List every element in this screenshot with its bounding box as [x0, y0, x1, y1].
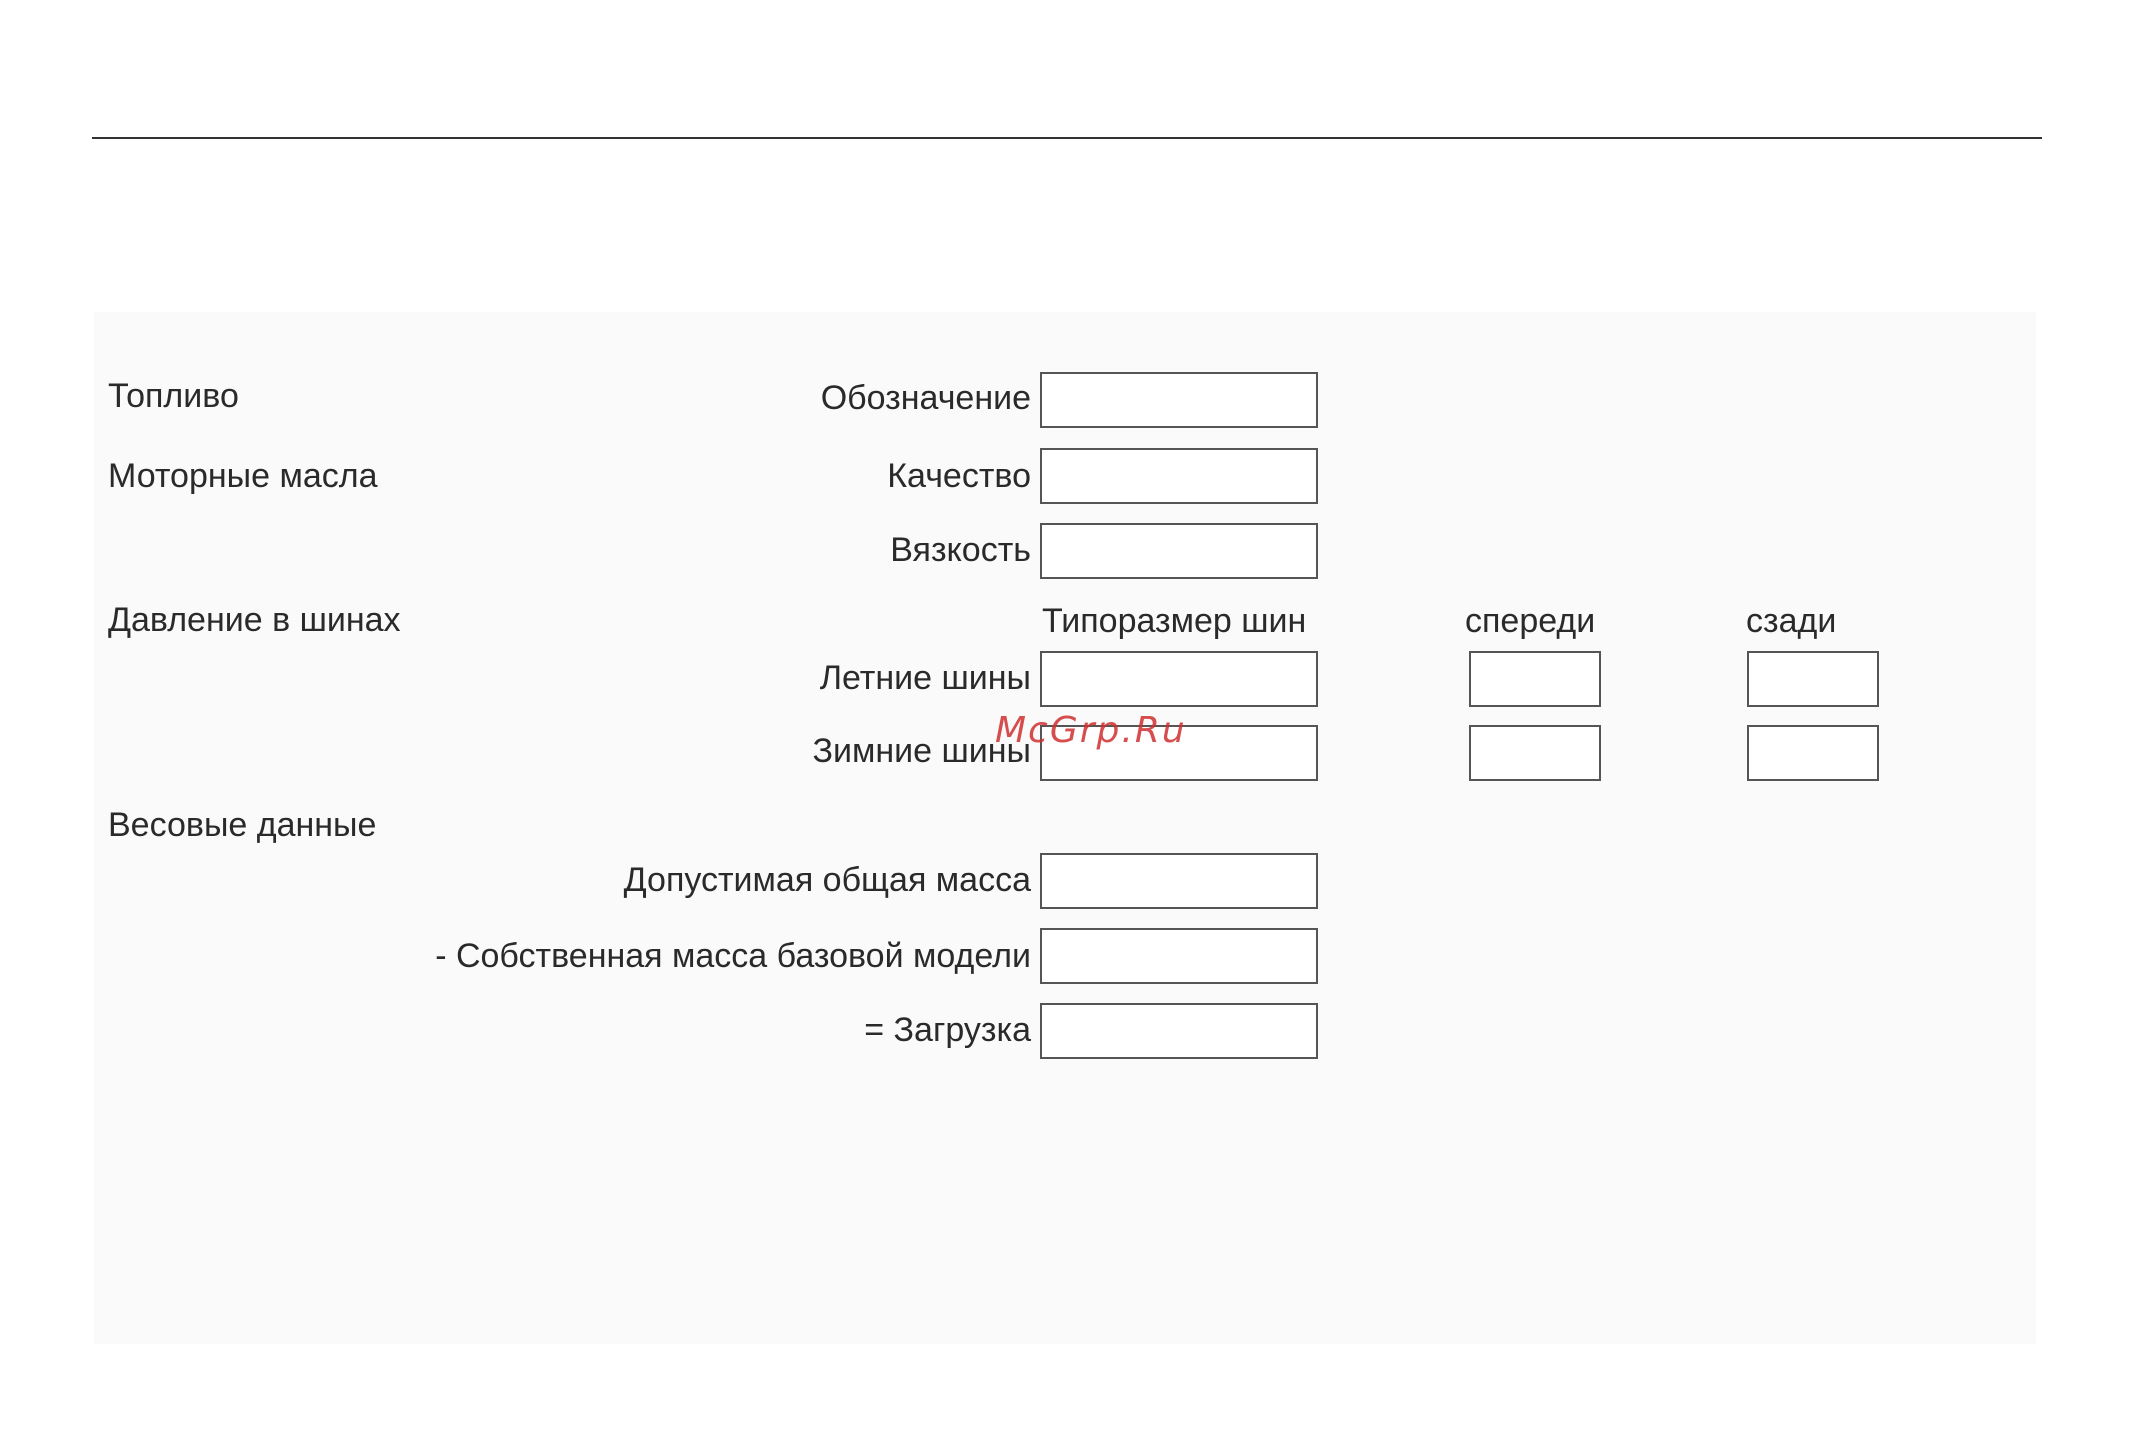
winter-tires-label: Зимние шины — [812, 732, 1031, 770]
gross-mass-field[interactable] — [1040, 853, 1318, 909]
summer-tires-rear-field[interactable] — [1747, 651, 1879, 707]
payload-field[interactable] — [1040, 1003, 1318, 1059]
oil-viscosity-field[interactable] — [1040, 523, 1318, 579]
watermark-text: McGrp.Ru — [995, 710, 1187, 751]
oil-viscosity-label: Вязкость — [890, 531, 1031, 569]
section-tire-pressure-label: Давление в шинах — [108, 601, 401, 639]
gross-mass-label: Допустимая общая масса — [623, 861, 1031, 899]
winter-tires-front-field[interactable] — [1469, 725, 1601, 781]
section-weight-data-label: Весовые данные — [108, 806, 377, 844]
summer-tires-label: Летние шины — [819, 659, 1031, 697]
oil-quality-label: Качество — [887, 457, 1031, 495]
curb-mass-field[interactable] — [1040, 928, 1318, 984]
tire-size-column-header: Типоразмер шин — [1042, 602, 1307, 640]
top-divider — [92, 137, 2042, 139]
section-fuel-label: Топливо — [108, 377, 239, 415]
tire-front-column-header: спереди — [1465, 602, 1596, 640]
tire-rear-column-header: сзади — [1746, 602, 1837, 640]
payload-label: = Загрузка — [864, 1011, 1031, 1049]
summer-tires-size-field[interactable] — [1040, 651, 1318, 707]
fuel-designation-field[interactable] — [1040, 372, 1318, 428]
curb-mass-label: - Собственная масса базовой модели — [435, 937, 1031, 975]
winter-tires-rear-field[interactable] — [1747, 725, 1879, 781]
section-engine-oils-label: Моторные масла — [108, 457, 378, 495]
summer-tires-front-field[interactable] — [1469, 651, 1601, 707]
oil-quality-field[interactable] — [1040, 448, 1318, 504]
fuel-designation-label: Обозначение — [820, 379, 1031, 417]
